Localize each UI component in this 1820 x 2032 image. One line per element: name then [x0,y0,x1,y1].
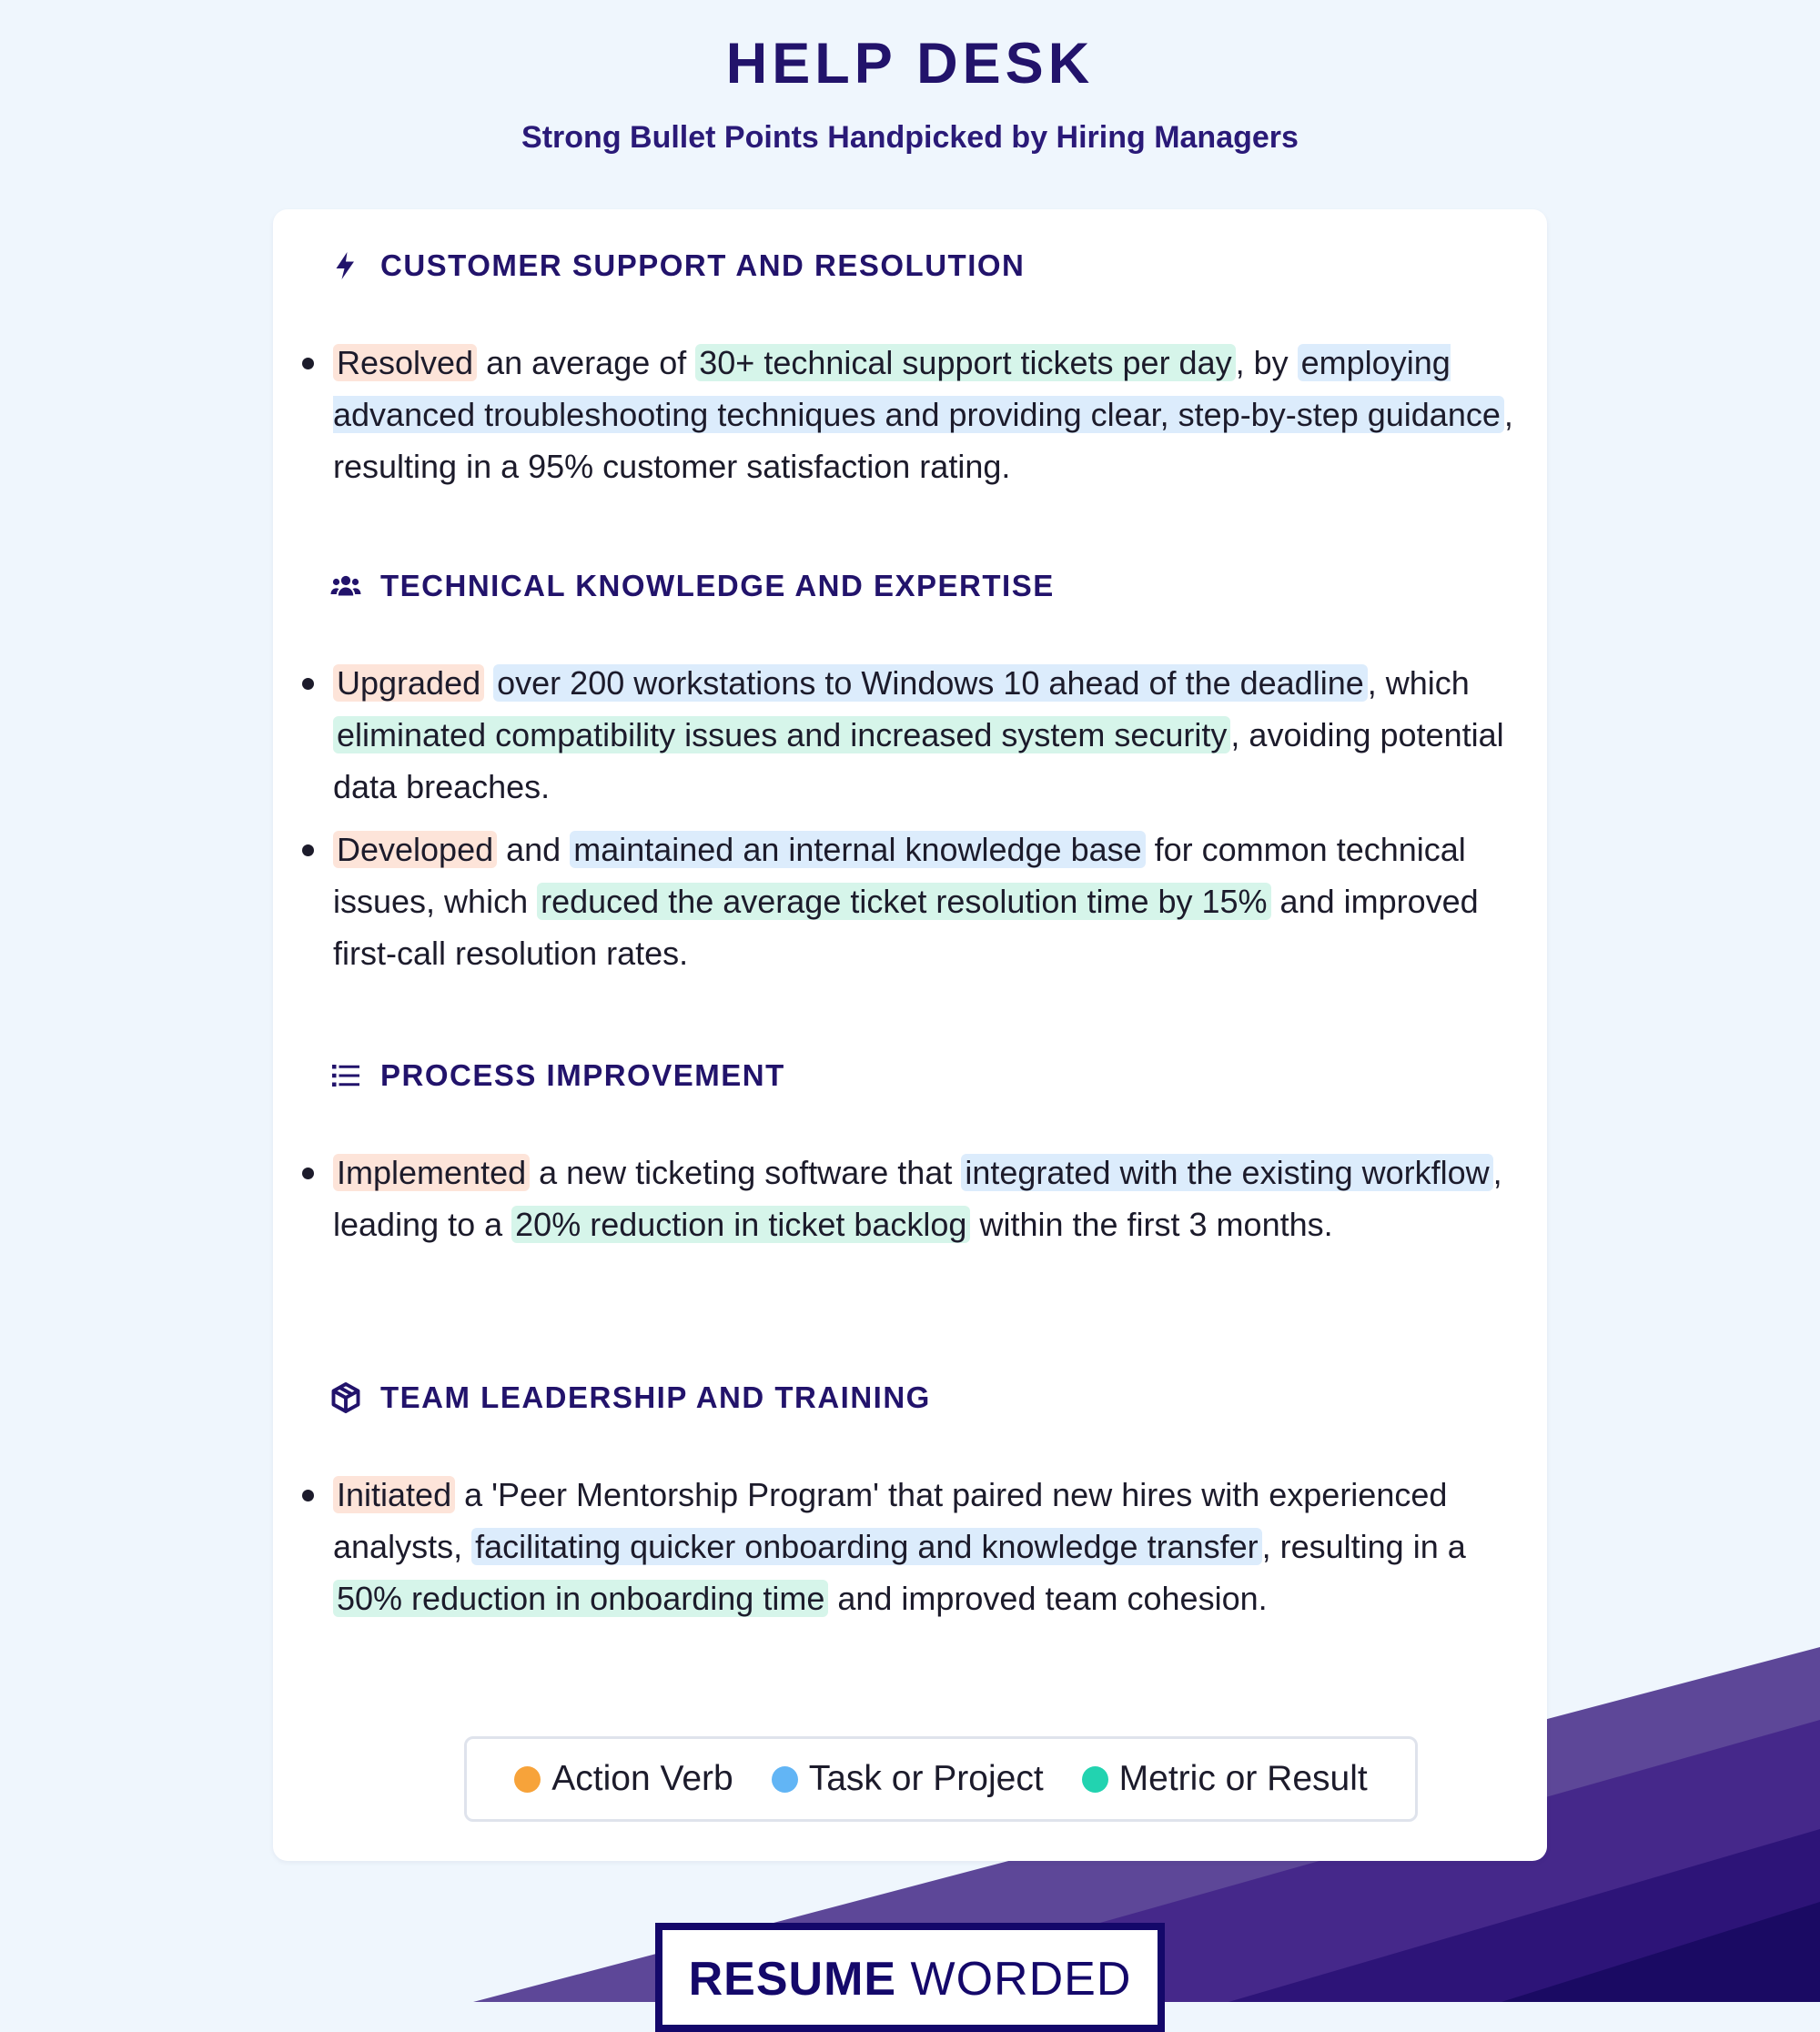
section-bullets-process-improvement [333,1147,1525,1261]
bullet-points-card [273,209,1547,1861]
bullet-text: within the first 3 months. [970,1206,1333,1243]
section-title-process-improvement [328,1057,785,1094]
task-highlight: over 200 workstations to Windows 10 ahead of the deadline [493,664,1368,702]
metric-highlight: 20% reduction in ticket backlog [511,1206,970,1243]
section-title-text: CUSTOMER SUPPORT AND RESOLUTION [380,248,1026,282]
page-header [0,27,1820,156]
bullet-text: , resulting in a [1261,1528,1466,1565]
bullet-dot-icon [302,358,314,369]
section-title-technical-knowledge [328,568,1055,604]
metric-highlight: 50% reduction in onboarding time [333,1580,828,1617]
metric-highlight: eliminated compatibility issues and increased system security [333,716,1230,753]
bolt-icon [328,248,364,284]
task-highlight: facilitating quicker onboarding and knowledge transfer [471,1528,1262,1565]
action-verb-highlight: Developed [333,831,497,868]
legend-item-metric-result [1082,1759,1368,1799]
legend-label: Metric or Result [1118,1759,1368,1798]
bullet-text [484,664,493,702]
bullet-dot-icon [302,678,314,690]
bullet-item [333,657,1525,813]
bullet-text: , by [1235,344,1298,381]
legend-item-action-verb [514,1759,733,1799]
bullet-item [333,824,1525,979]
bullet-text: , avoiding potential data breaches. [333,716,1504,805]
bullet-text: and [497,831,571,868]
section-bullets-technical-knowledge [333,657,1525,990]
action-verb-highlight: Resolved [333,344,477,381]
bullet-text: for common technical issues, which [333,831,1466,920]
bullet-text: and improved first-call resolution rates. [333,883,1479,972]
users-icon [328,568,364,604]
cube-icon [328,1380,364,1416]
legend-label: Task or Project [808,1759,1044,1798]
bullet-dot-icon [302,1490,314,1501]
bullet-item [333,1147,1525,1250]
brand-light: WORDED [910,1953,1132,2006]
section-title-text: TEAM LEADERSHIP AND TRAINING [380,1380,931,1414]
green-dot-icon [1082,1766,1108,1793]
task-highlight: employing advanced troubleshooting techniques and providing clear, step-by-step guidance [333,344,1504,433]
bullet-text: a 'Peer Mentorship Program' that paired new hires with experienced analysts, [333,1476,1448,1565]
bullet-dot-icon [302,844,314,856]
bullet-item [333,1469,1525,1624]
section-title-text: PROCESS IMPROVEMENT [380,1058,785,1092]
section-title-text: TECHNICAL KNOWLEDGE AND EXPERTISE [380,569,1055,602]
brand-bold: RESUME [688,1953,897,2006]
resume-worded-logo [655,1923,1165,2032]
bullet-text: , resulting in a 95% customer satisfaction rating. [333,396,1513,485]
metric-highlight: reduced the average ticket resolution time by 15% [537,883,1270,920]
action-verb-highlight: Implemented [333,1154,530,1191]
orange-dot-icon [514,1766,541,1793]
legend-item-task-project [772,1759,1044,1799]
legend-label: Action Verb [551,1759,733,1798]
task-highlight: maintained an internal knowledge base [570,831,1145,868]
bullet-dot-icon [302,1168,314,1179]
action-verb-highlight: Initiated [333,1476,455,1513]
bullet-text: a new ticketing software that [530,1154,962,1191]
bullet-text: and improved team cohesion. [828,1580,1268,1617]
blue-dot-icon [772,1766,798,1793]
list-icon [328,1057,364,1094]
action-verb-highlight: Upgraded [333,664,484,702]
highlight-legend [464,1736,1418,1822]
bullet-text: , leading to a [333,1154,1502,1243]
page-title: HELP DESK [725,32,1095,96]
section-bullets-customer-support [333,337,1525,503]
bullet-item [333,337,1525,492]
section-title-team-leadership [328,1380,931,1416]
metric-highlight: 30+ technical support tickets per day [695,344,1235,381]
section-bullets-team-leadership [333,1469,1525,1635]
bullet-text: an average of [477,344,696,381]
page-subtitle: Strong Bullet Points Handpicked by Hiring Managers [521,120,1299,155]
task-highlight: integrated with the existing workflow [961,1154,1492,1191]
section-title-customer-support [328,248,1025,284]
bullet-text: , which [1367,664,1470,702]
